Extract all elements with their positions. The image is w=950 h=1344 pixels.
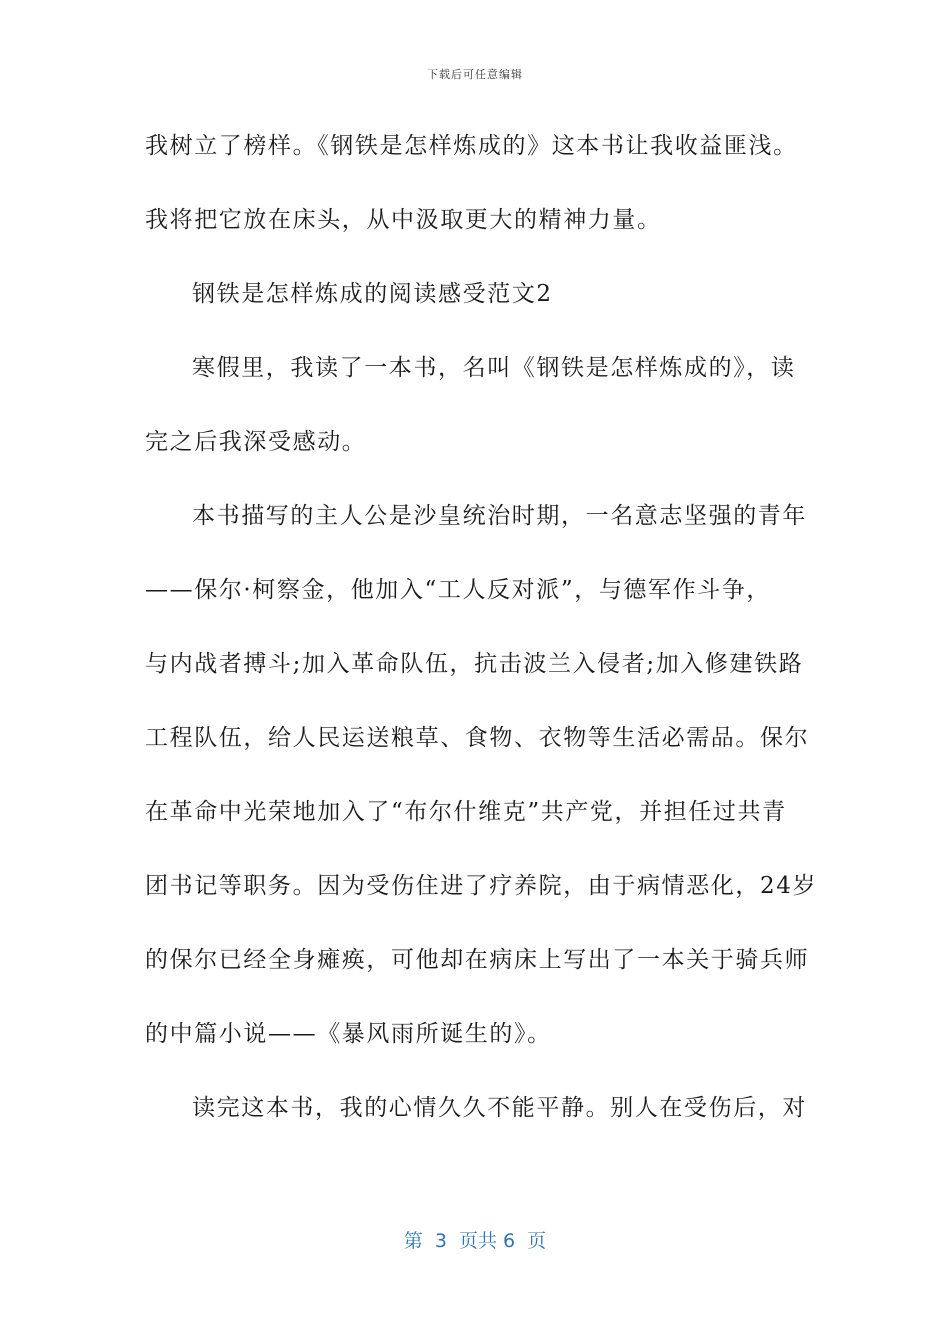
text-line: 的中篇小说——《暴风雨所诞生的》。 <box>145 1021 552 1047</box>
page-number-footer: 第 3 页共 6 页 <box>403 1230 547 1252</box>
text-line: 我树立了榜样。《钢铁是怎样炼成的》这本书让我收益匪浅。 <box>145 133 798 159</box>
text-line: 完之后我深受感动。 <box>145 429 367 455</box>
header-note: 下载后可任意编辑 <box>427 68 523 81</box>
text-line: 寒假里，我读了一本书，名叫《钢铁是怎样炼成的》，读 <box>192 355 796 381</box>
text-line: ——保尔·柯察金，他加入“工人反对派”，与德军作斗争， <box>145 577 772 603</box>
text-line: 本书描写的主人公是沙皇统治时期，一名意志坚强的青年 <box>192 503 807 529</box>
document-body <box>145 124 818 1160</box>
text-line: 工程队伍，给人民运送粮草、食物、衣物等生活必需品。保尔 <box>145 725 810 751</box>
text-line: 在革命中光荣地加入了“布尔什维克”共产党，并担任过共青 <box>145 799 787 825</box>
section-heading: 钢铁是怎样炼成的阅读感受范文2 <box>192 281 553 307</box>
text-line: 团书记等职务。因为受伤住进了疗养院，由于病情恶化，24岁 <box>145 873 818 899</box>
text-line: 的保尔已经全身瘫痪，可他却在病床上写出了一本关于骑兵师 <box>145 947 810 973</box>
text-line: 读完这本书，我的心情久久不能平静。别人在受伤后，对 <box>192 1095 807 1121</box>
text-line: 与内战者搏斗;加入革命队伍，抗击波兰入侵者;加入修建铁路 <box>145 651 804 677</box>
text-line: 我将把它放在床头，从中汲取更大的精神力量。 <box>145 207 662 233</box>
